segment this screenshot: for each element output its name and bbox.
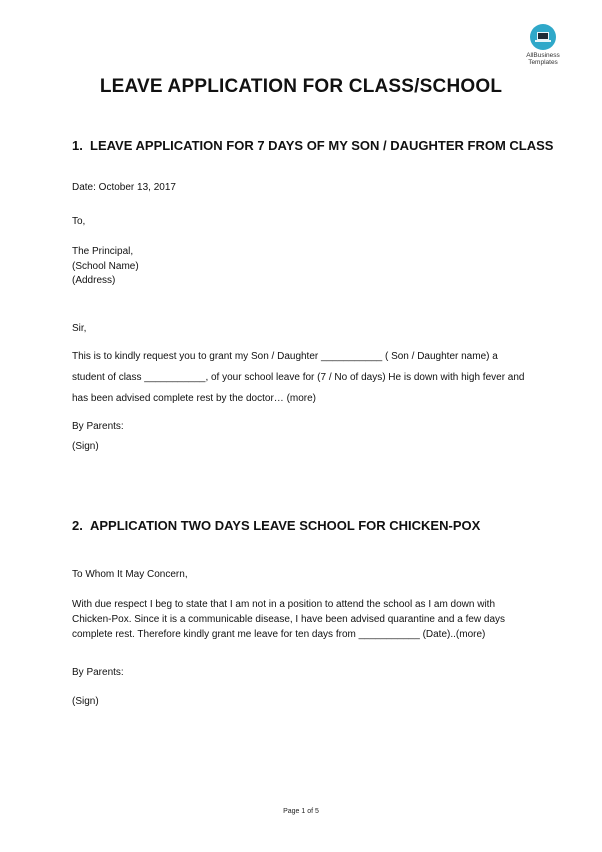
section-2-title: APPLICATION TWO DAYS LEAVE SCHOOL FOR CHICKEN-POX [90, 518, 481, 533]
letter-to: To, [72, 216, 86, 227]
document-title: LEAVE APPLICATION FOR CLASS/SCHOOL [99, 76, 503, 97]
section-1-sign: (Sign) [72, 441, 99, 452]
laptop-icon [530, 24, 556, 50]
recipient-line-1: The Principal, [72, 246, 134, 257]
section-1-heading [72, 138, 553, 153]
logo-line-1: AllBusiness [526, 52, 560, 59]
recipient-line-3: (Address) [72, 275, 116, 286]
page-footer: Page 1 of 5 [283, 808, 319, 815]
section-2-sign: (Sign) [72, 696, 99, 707]
logo-text [520, 52, 566, 66]
greeting: To Whom It May Concern, [72, 569, 188, 580]
section-1-number: 1. [72, 138, 83, 153]
section-1-body: This is to kindly request you to grant my Son / Daughter ___________ ( Son / Daughter name) a student of class ___________, of your school leave for (7 / No of days) He is down with high fever and has been advised complete rest by the doctor… (more) [72, 351, 525, 404]
logo-line-2: Templates [528, 59, 558, 66]
section-1-by-parents: By Parents: [72, 421, 124, 432]
section-2-heading [72, 518, 480, 533]
section-2-body: With due respect I beg to state that I am not in a position to attend the school as I am down with Chicken-Pox. Since it is a communicable disease, I have been advised quarantine and a few days complete rest. Therefore kindly grant me leave for ten days from ___________ (Date)..(more) [72, 599, 506, 640]
section-1-title: LEAVE APPLICATION FOR 7 DAYS OF MY SON / DAUGHTER FROM CLASS [90, 138, 554, 153]
brand-logo[interactable] [520, 24, 566, 66]
recipient-line-2: (School Name) [72, 261, 139, 272]
letter-date: Date: October 13, 2017 [72, 182, 176, 193]
salutation: Sir, [72, 323, 87, 334]
section-2-number: 2. [72, 518, 83, 533]
section-2-by-parents: By Parents: [72, 667, 124, 678]
